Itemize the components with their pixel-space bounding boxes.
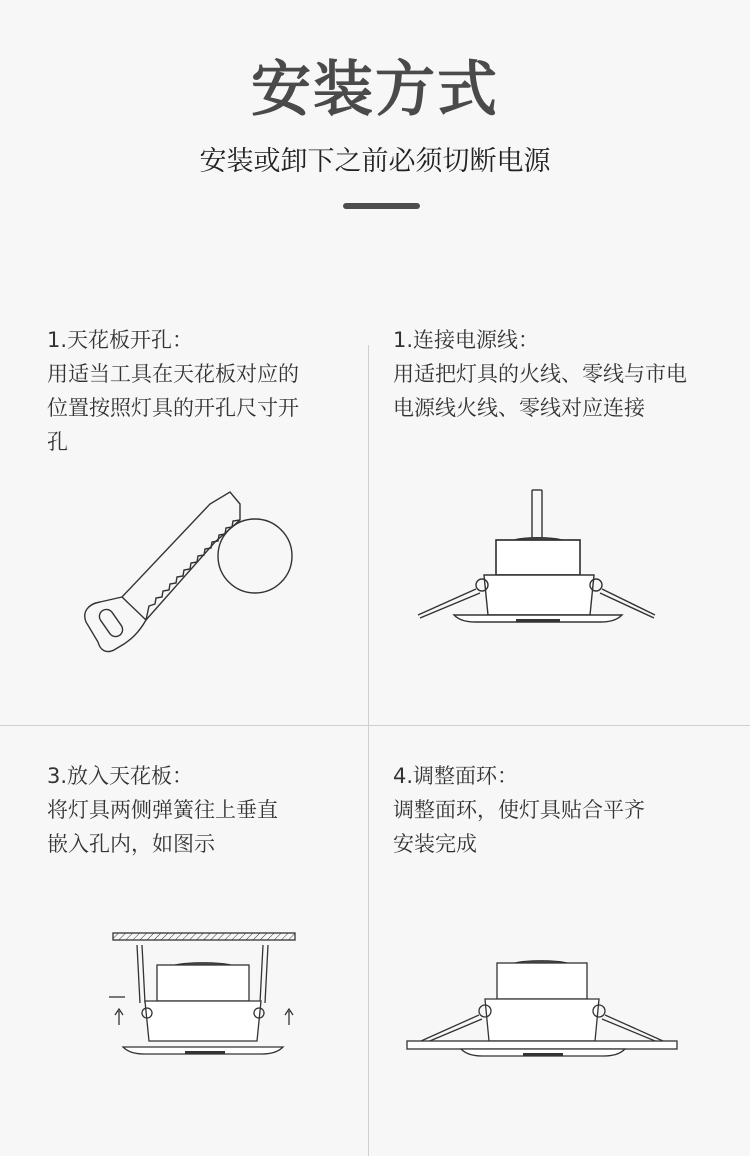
step-3-description: 将灯具两侧弹簧往上垂直 嵌入孔内，如图示 (47, 798, 278, 856)
step-2-description: 用适把灯具的火线、零线与市电 电源线火线、零线对应连接 (393, 362, 687, 420)
saw-icon (80, 490, 300, 664)
step-1 (47, 323, 367, 459)
step-2 (393, 323, 713, 425)
step-4 (393, 759, 713, 861)
title-underline (343, 203, 420, 209)
step-1-description: 用适当工具在天花板对应的 位置按照灯具的开孔尺寸开 孔 (47, 362, 299, 454)
downlight-wiring-icon (410, 485, 660, 634)
page-subtitle: 安装或卸下之前必须切断电源 (199, 146, 551, 177)
step-4-description: 调整面环，使灯具贴合平齐 安装完成 (393, 798, 645, 856)
step-1-heading: 1.天花板开孔： (47, 328, 194, 352)
step-3-heading: 3.放入天花板： (47, 764, 194, 788)
step-3 (47, 759, 367, 861)
step-4-heading: 4.调整面环： (393, 764, 519, 788)
grid-vertical-divider (368, 345, 369, 1156)
step-2-heading: 1.连接电源线： (393, 328, 540, 352)
downlight-installed-icon (405, 955, 680, 1069)
page-title: 安装方式 (251, 55, 499, 125)
grid-horizontal-divider (0, 725, 750, 726)
downlight-insert-icon (105, 925, 305, 1064)
